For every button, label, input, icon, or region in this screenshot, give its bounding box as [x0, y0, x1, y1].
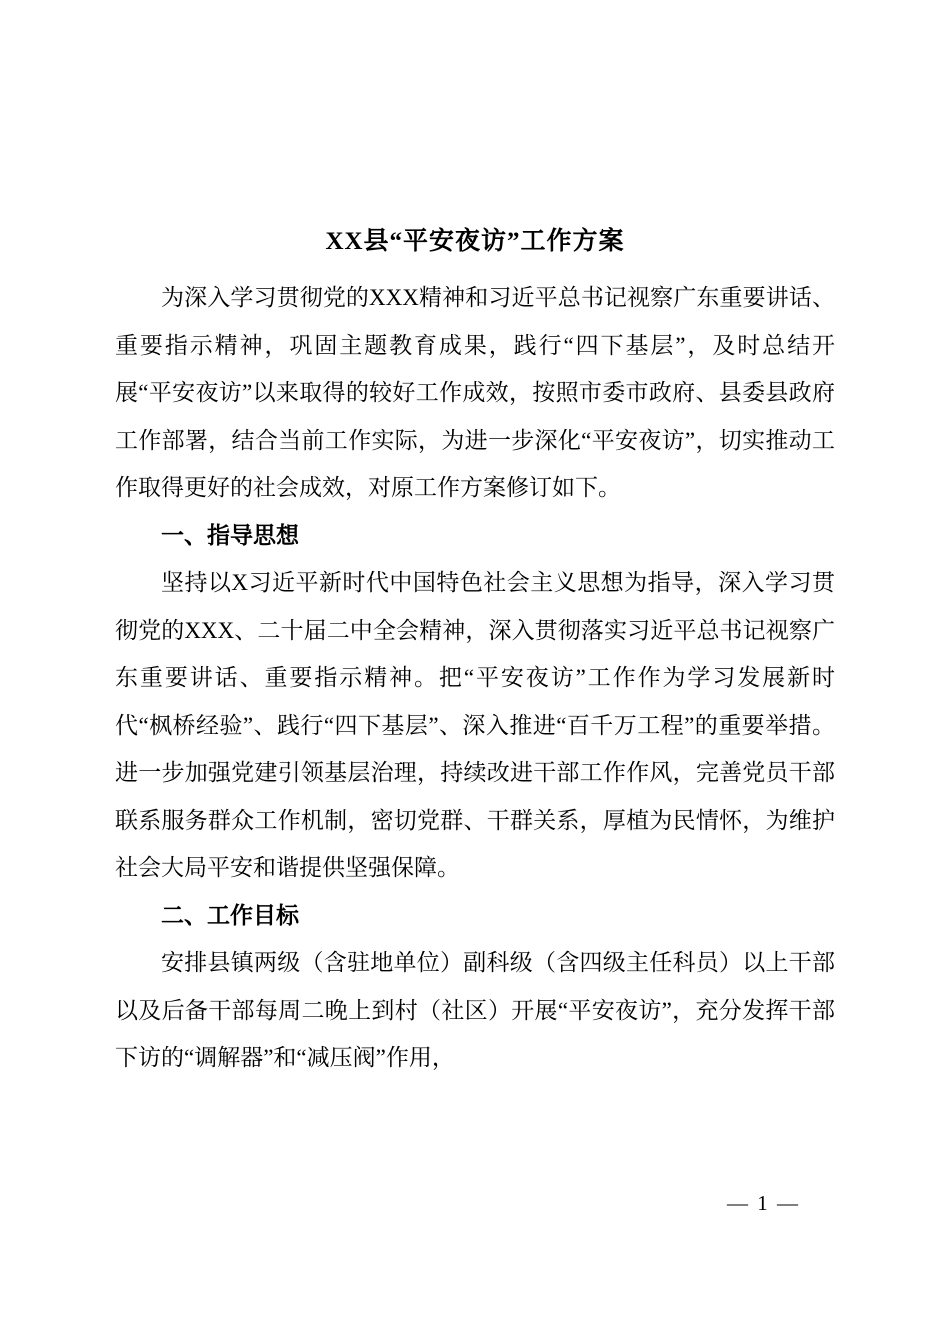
section-body-work-goals: 安排县镇两级（含驻地单位）副科级（含四级主任科员）以上干部以及后备干部每周二晚上到村（社区）开展“平安夜访”，充分发挥干部下访的“调解器”和“减压阀”作用， — [115, 950, 835, 1070]
document-title: XX县“平安夜访”工作方案 — [325, 228, 625, 255]
paragraph-intro: 为深入学习贯彻党的XXX精神和习近平总书记视察广东重要讲话、重要指示精神，巩固主题教育成果，践行“四下基层”，及时总结开展“平安夜访”以来取得的较好工作成效，按照市委市政府、县委县政府工作部署，结合当前工作实际，为进一步深化“平安夜访”，切实推动工作取得更好的社会成效，对原工作方案修订如下。 — [115, 285, 835, 500]
section-heading-guiding-ideology: 一、指导思想 — [161, 521, 299, 548]
document-content — [115, 222, 835, 1082]
section-heading-work-goals: 二、工作目标 — [161, 901, 299, 928]
page-number: — 1 — — [727, 1191, 800, 1215]
section-body-guiding-ideology: 坚持以X习近平新时代中国特色社会主义思想为指导，深入学习贯彻党的XXX、二十届二中全会精神，深入贯彻落实习近平总书记视察广东重要讲话、重要指示精神。把“平安夜访”工作作为学习发展新时代“枫桥经验”、践行“四下基层”、深入推进“百千万工程”的重要举措。进一步加强党建引领基层治理，持续改进干部工作作风，完善党员干部联系服务群众工作机制，密切党群、干群关系，厚植为民情怀，为维护社会大局平安和谐提供坚强保障。 — [115, 570, 835, 880]
